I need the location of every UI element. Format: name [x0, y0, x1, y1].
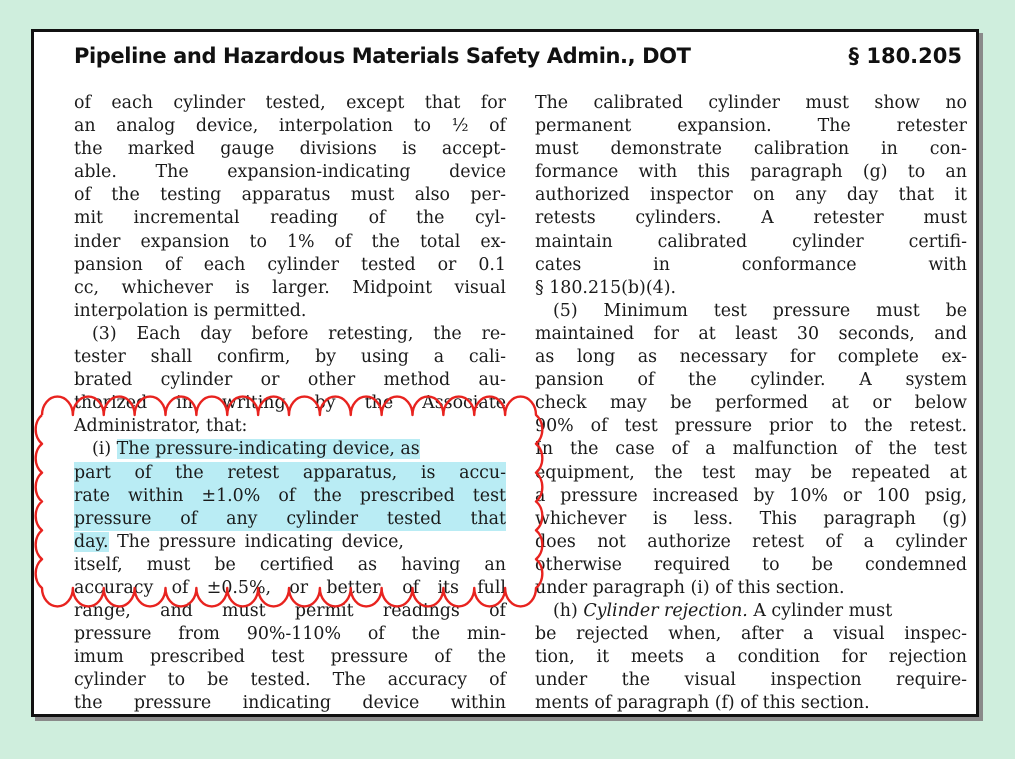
- text-line: [74, 462, 506, 485]
- text-line: of the testing apparatus must also per-: [74, 185, 506, 206]
- text-line: whichever is less. This paragraph (g): [535, 508, 967, 529]
- section-number: § 180.205: [848, 44, 962, 68]
- text-line: 90% of test pressure prior to the retest.: [535, 416, 967, 437]
- highlighted-text: rate within ±1.0% of the prescribed test: [74, 485, 506, 508]
- text-fragment: A cylinder must: [747, 601, 893, 622]
- text-line: check may be performed at or below: [535, 393, 967, 414]
- text-line: an analog device, interpolation to ½ of: [74, 116, 506, 137]
- text-line: cates in conformance with: [535, 254, 967, 275]
- page-header: [74, 44, 962, 74]
- text-line: The calibrated cylinder must show no: [535, 93, 967, 113]
- text-line: [74, 438, 506, 461]
- clause-marker: (h): [553, 601, 584, 622]
- text-line: accuracy of ±0.5%, or better, of its full: [74, 577, 506, 598]
- text-line: maintained for at least 30 seconds, and: [535, 323, 967, 344]
- text-line: retests cylinders. A retester must: [535, 208, 967, 229]
- text-line: under the visual inspection require-: [535, 670, 967, 691]
- text-line: authorized inspector on any day that it: [535, 185, 967, 206]
- text-line: thorized in writing by the Associate: [74, 393, 506, 414]
- text-line: [74, 485, 506, 508]
- text-line: tester shall confirm, by using a cali-: [74, 347, 506, 368]
- text-line: a pressure increased by 10% or 100 psig,: [535, 485, 967, 506]
- text-line: as long as necessary for complete ex-: [535, 347, 967, 368]
- highlighted-text: pressure of any cylinder tested that: [74, 508, 506, 531]
- text-line: formance with this paragraph (g) to an: [535, 162, 967, 183]
- text-line: the pressure indicating device within: [74, 693, 506, 714]
- text-line: interpolation is permitted.: [74, 300, 307, 321]
- text-line: brated cylinder or other method au-: [74, 370, 506, 391]
- highlighted-text: day.: [74, 531, 109, 552]
- text-line: cylinder to be tested. The accuracy of: [74, 670, 506, 691]
- text-line: [74, 508, 506, 531]
- text-line: under paragraph (i) of this section.: [535, 577, 845, 598]
- text-line: equipment, the test may be repeated at: [535, 462, 967, 483]
- text-line: range, and must permit readings of: [74, 601, 506, 622]
- text-line: [535, 600, 967, 623]
- text-line: otherwise required to be condemned: [535, 554, 967, 575]
- highlighted-text: The pressure-indicating device, as: [116, 439, 420, 460]
- clause-marker: (i): [92, 439, 117, 460]
- text-line: of each cylinder tested, except that for: [74, 93, 506, 113]
- text-line: (5) Minimum test pressure must be: [553, 300, 967, 321]
- text-line: inder expansion to 1% of the total ex-: [74, 231, 506, 252]
- text-line: permanent expansion. The retester: [535, 116, 967, 137]
- text-line: cc, whichever is larger. Midpoint visual: [74, 277, 506, 298]
- text-line: be rejected when, after a visual inspec-: [535, 624, 967, 645]
- text-line: imum prescribed test pressure of the: [74, 647, 506, 668]
- text-line: itself, must be certified as having an: [74, 554, 506, 575]
- text-line: In the case of a malfunction of the test: [535, 439, 967, 460]
- text-line: [74, 531, 506, 554]
- text-line: maintain calibrated cylinder certifi-: [535, 231, 967, 252]
- text-line: the marked gauge divisions is accept-: [74, 139, 506, 160]
- text-line: tion, it meets a condition for rejection: [535, 647, 967, 668]
- text-line: pansion of the cylinder. A system: [535, 370, 967, 391]
- text-fragment: The pressure indicating device,: [108, 531, 404, 552]
- text-line: ments of paragraph (f) of this section.: [535, 693, 870, 714]
- text-line: must demonstrate calibration in con-: [535, 139, 967, 160]
- text-line: mit incremental reading of the cyl-: [74, 208, 506, 229]
- highlighted-text: part of the retest apparatus, is accu-: [74, 462, 506, 485]
- text-line: pressure from 90%-110% of the min-: [74, 624, 506, 645]
- running-title: Pipeline and Hazardous Materials Safety Admin., DOT: [74, 44, 691, 68]
- text-line: § 180.215(b)(4).: [535, 277, 677, 298]
- paragraph-heading: Cylinder rejection.: [583, 601, 748, 622]
- left-column: [74, 92, 506, 716]
- right-column: [535, 92, 967, 716]
- text-line: (3) Each day before retesting, the re-: [92, 323, 506, 344]
- text-line: Administrator, that:: [74, 416, 248, 437]
- text-line: does not authorize retest of a cylinder: [535, 531, 967, 552]
- text-line: able. The expansion-indicating device: [74, 162, 506, 183]
- document-page: [31, 29, 979, 717]
- text-line: pansion of each cylinder tested or 0.1: [74, 254, 506, 275]
